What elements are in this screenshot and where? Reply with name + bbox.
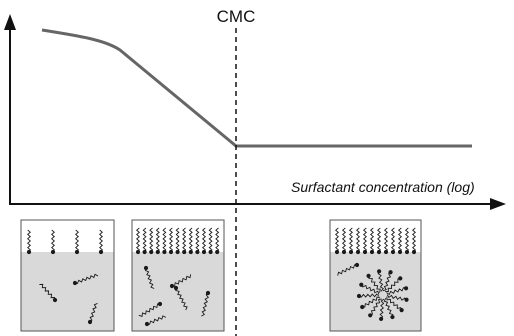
surfactant-molecule bbox=[377, 228, 381, 254]
molecule-head bbox=[335, 250, 339, 254]
molecule-tail bbox=[143, 228, 146, 252]
panel-near-cmc bbox=[132, 220, 224, 331]
molecule-head bbox=[136, 250, 140, 254]
molecule-head bbox=[412, 250, 416, 254]
molecule-head bbox=[349, 250, 353, 254]
surfactant-molecule bbox=[412, 228, 416, 254]
molecule-head bbox=[88, 320, 92, 324]
surfactant-molecule bbox=[149, 228, 153, 254]
molecule-head bbox=[162, 250, 166, 254]
panel-2-surface-molecules bbox=[136, 228, 219, 254]
molecule-tail bbox=[137, 228, 140, 252]
molecule-head bbox=[144, 266, 148, 270]
molecule-tail bbox=[176, 228, 179, 252]
molecule-tail bbox=[170, 228, 173, 252]
molecule-head bbox=[149, 250, 153, 254]
surfactant-molecule bbox=[384, 228, 388, 254]
molecule-tail bbox=[371, 228, 374, 252]
surfactant-molecule bbox=[202, 228, 206, 254]
molecule-tail bbox=[385, 228, 388, 252]
molecule-head bbox=[51, 250, 55, 254]
molecule-head bbox=[391, 250, 395, 254]
molecule-head bbox=[182, 250, 186, 254]
molecule-tail bbox=[76, 230, 79, 252]
molecule-tail bbox=[413, 228, 416, 252]
surfactant-molecule bbox=[182, 228, 186, 254]
molecule-head bbox=[356, 250, 360, 254]
molecule-head bbox=[143, 250, 147, 254]
molecule-head bbox=[206, 291, 210, 295]
molecule-head bbox=[158, 302, 162, 306]
molecule-tail bbox=[163, 228, 166, 252]
molecule-head bbox=[202, 250, 206, 254]
molecule-tail bbox=[28, 230, 31, 252]
molecule-head bbox=[176, 250, 180, 254]
molecule-head bbox=[359, 283, 363, 287]
molecule-tail bbox=[196, 228, 199, 252]
molecule-head bbox=[189, 250, 193, 254]
molecule-head bbox=[405, 250, 409, 254]
molecule-head bbox=[398, 250, 402, 254]
surfactant-molecule bbox=[349, 228, 353, 254]
surfactant-molecule bbox=[398, 228, 402, 254]
molecule-head bbox=[355, 263, 359, 267]
molecule-tail bbox=[100, 230, 103, 252]
surfactant-molecule bbox=[189, 228, 193, 254]
surfactant-molecule bbox=[391, 228, 395, 254]
molecule-tail bbox=[336, 228, 339, 252]
molecule-head bbox=[368, 313, 372, 317]
surface-tension-curve bbox=[42, 30, 472, 146]
molecule-head bbox=[360, 305, 364, 309]
molecule-tail bbox=[343, 228, 346, 252]
surfactant-molecule bbox=[136, 228, 140, 254]
molecule-head bbox=[379, 317, 383, 321]
panel-1-surface-molecules bbox=[27, 230, 103, 254]
panel-above-cmc bbox=[330, 220, 421, 331]
molecule-head bbox=[377, 269, 381, 273]
molecule-head bbox=[195, 250, 199, 254]
molecule-head bbox=[363, 250, 367, 254]
surfactant-molecule bbox=[51, 230, 55, 254]
surfactant-molecule bbox=[176, 228, 180, 254]
x-axis-label: Surfactant concentration (log) bbox=[291, 179, 475, 195]
panel-1-liquid bbox=[21, 252, 114, 331]
surfactant-molecule bbox=[405, 228, 409, 254]
molecule-head bbox=[366, 274, 370, 278]
surfactant-molecule bbox=[342, 228, 346, 254]
surfactant-molecule bbox=[143, 228, 147, 254]
molecule-tail bbox=[190, 228, 193, 252]
molecule-head bbox=[156, 250, 160, 254]
cmc-label: CMC bbox=[216, 7, 256, 26]
molecule-head bbox=[53, 298, 57, 302]
x-axis-arrowhead bbox=[490, 198, 506, 210]
molecule-tail bbox=[392, 228, 395, 252]
molecule-head bbox=[357, 294, 361, 298]
surfactant-molecule bbox=[75, 230, 79, 254]
panel-3-liquid bbox=[330, 252, 421, 331]
surfactant-molecule bbox=[209, 228, 213, 254]
surfactant-molecule bbox=[156, 228, 160, 254]
molecule-head bbox=[390, 315, 394, 319]
molecule-head bbox=[404, 298, 408, 302]
molecule-head bbox=[370, 250, 374, 254]
molecule-head bbox=[170, 284, 174, 288]
molecule-head bbox=[384, 250, 388, 254]
panel-3-surface-molecules bbox=[335, 228, 416, 254]
surfactant-molecule bbox=[363, 228, 367, 254]
molecule-head bbox=[398, 276, 402, 280]
molecule-head bbox=[215, 250, 219, 254]
molecule-tail bbox=[364, 228, 367, 252]
surfactant-molecule bbox=[335, 228, 339, 254]
molecule-tail bbox=[203, 228, 206, 252]
molecule-tail bbox=[378, 228, 381, 252]
molecule-head bbox=[400, 308, 404, 312]
molecule-tail bbox=[52, 230, 55, 252]
surfactant-molecule bbox=[356, 228, 360, 254]
molecule-head bbox=[174, 286, 178, 290]
molecule-head bbox=[377, 250, 381, 254]
molecule-tail bbox=[357, 228, 360, 252]
molecule-head bbox=[75, 250, 79, 254]
molecule-head bbox=[342, 250, 346, 254]
surfactant-molecule bbox=[370, 228, 374, 254]
surfactant-molecule bbox=[162, 228, 166, 254]
molecule-head bbox=[99, 250, 103, 254]
molecule-tail bbox=[216, 228, 219, 252]
surfactant-molecule bbox=[195, 228, 199, 254]
molecule-head bbox=[404, 286, 408, 290]
panel-2-liquid bbox=[132, 252, 224, 331]
panel-low-concentration bbox=[21, 220, 114, 331]
molecule-tail bbox=[183, 228, 186, 252]
surfactant-molecule bbox=[169, 228, 173, 254]
molecule-head bbox=[27, 250, 31, 254]
surfactant-molecule bbox=[99, 230, 103, 254]
surfactant-molecule bbox=[215, 228, 219, 254]
surfactant-molecule bbox=[27, 230, 31, 254]
molecule-head bbox=[209, 250, 213, 254]
molecule-head bbox=[145, 322, 149, 326]
y-axis-arrowhead bbox=[4, 14, 16, 30]
molecule-tail bbox=[406, 228, 409, 252]
molecule-head bbox=[388, 270, 392, 274]
molecule-tail bbox=[350, 228, 353, 252]
molecule-head bbox=[73, 281, 77, 285]
molecule-tail bbox=[399, 228, 402, 252]
molecule-tail bbox=[157, 228, 160, 252]
molecule-tail bbox=[150, 228, 153, 252]
molecule-tail bbox=[209, 228, 212, 252]
molecule-head bbox=[169, 250, 173, 254]
